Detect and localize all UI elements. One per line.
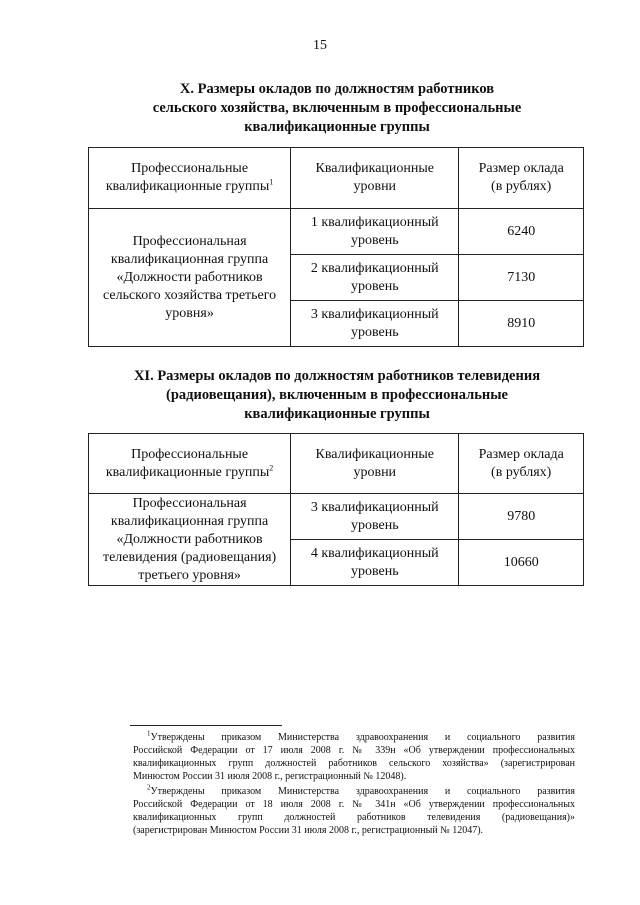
header-salary-line: (в рублях) — [491, 464, 552, 480]
footnote-divider — [130, 725, 282, 726]
group-line: сельского хозяйства третьего — [102, 287, 277, 303]
salary-cell: 7130 — [459, 255, 584, 301]
section-x-title-line: квалификационные группы — [244, 119, 430, 135]
level-line: 1 квалификационный — [310, 214, 439, 230]
level-line: 3 квалификационный — [310, 306, 439, 322]
group-cell — [89, 209, 291, 347]
footnote-mark: 1 — [147, 729, 151, 738]
header-salary-line: (в рублях) — [491, 179, 552, 194]
group-line: уровня» — [165, 305, 214, 321]
section-xi-title-line: (радиовещания), включенным в профессиональные — [166, 387, 508, 403]
header-salary — [459, 434, 584, 494]
header-group-line: Профессиональные — [131, 161, 249, 176]
salary-cell: 9780 — [459, 494, 584, 540]
header-salary — [459, 148, 584, 209]
header-group-line: квалификационные группы$^2$ — [105, 462, 274, 480]
level-line: уровень — [350, 517, 399, 533]
level-line: уровень — [350, 278, 399, 294]
level-cell — [291, 209, 459, 255]
header-salary-line: Размер оклада — [478, 161, 564, 176]
section-x-title — [90, 80, 584, 137]
header-salary-line: Размер оклада — [478, 446, 564, 462]
footnote-line: (зарегистрирован Минюстом России 31 июля 2008 г., регистрационный № 12047). — [133, 825, 484, 836]
footnote-line: $^1$Утверждены приказом Министерства здравоохранения и социального развития — [147, 729, 575, 743]
salary-cell: 10660 — [459, 540, 584, 586]
level-cell — [291, 494, 459, 540]
footnote-ref: 1 — [269, 177, 274, 187]
group-line: квалификационная группа — [110, 251, 269, 267]
section-xi-title-line: XI. Размеры окладов по должностям работников телевидения — [133, 368, 541, 384]
header-group — [89, 434, 291, 494]
group-line: Профессиональная — [132, 495, 247, 511]
level-cell — [291, 540, 459, 586]
section-x-table — [88, 147, 584, 347]
table-row — [89, 209, 584, 255]
salary-cell: 8910 — [459, 301, 584, 347]
salary-cell: 6240 — [459, 209, 584, 255]
header-level — [291, 434, 459, 494]
level-line: уровень — [350, 232, 399, 248]
header-level-line: Квалификационные — [315, 161, 435, 176]
footnotes — [133, 731, 575, 839]
section-xi-table — [88, 433, 584, 586]
level-line: 3 квалификационный — [310, 499, 439, 515]
footnote-line: Российской Федерации от 17 июля 2008 г. № 339н «Об утверждении профессиональных — [133, 745, 575, 756]
footnote-line: Минюстом России 31 июля 2008 г., регистрационный № 12048). — [133, 771, 407, 782]
header-group-line: квалификационные группы$^1$ — [105, 177, 274, 194]
level-line: уровень — [350, 324, 399, 340]
footnote-line: $^2$Утверждены приказом Министерства здравоохранения и социального развития — [147, 783, 575, 797]
table-row — [89, 494, 584, 540]
group-line: «Должности работников — [116, 531, 263, 547]
group-line: Профессиональная — [132, 233, 247, 249]
level-cell — [291, 301, 459, 347]
header-level-line: уровни — [353, 179, 397, 194]
section-xi-title-line: квалификационные группы — [244, 406, 430, 422]
group-line: квалификационная группа — [110, 513, 269, 529]
header-level-line: уровни — [353, 464, 397, 480]
level-line: 4 квалификационный — [310, 545, 439, 561]
footnote-ref: 2 — [269, 462, 274, 472]
group-line: третьего уровня» — [138, 567, 241, 583]
section-xi-title — [90, 367, 584, 424]
footnote-2 — [133, 785, 575, 837]
header-level — [291, 148, 459, 209]
group-line: «Должности работников — [116, 269, 263, 285]
section-x-title-line: сельского хозяйства, включенным в профессиональные — [152, 100, 522, 116]
header-group-line: Профессиональные — [131, 446, 249, 462]
footnote-line: Российской Федерации от 18 июля 2008 г. № 341н «Об утверждении профессиональных — [133, 799, 575, 810]
group-line: телевидения (радиовещания) — [102, 549, 277, 565]
level-cell — [291, 255, 459, 301]
footnote-1 — [133, 731, 575, 783]
footnote-mark: 2 — [147, 783, 151, 792]
table-header-row — [89, 434, 584, 494]
footnote-line: квалификационных групп должностей работников телевидения (радиовещания)» — [133, 812, 575, 823]
header-level-line: Квалификационные — [315, 446, 435, 462]
level-line: уровень — [350, 563, 399, 579]
page-number: 15 — [313, 38, 327, 53]
group-cell — [89, 494, 291, 586]
header-group — [89, 148, 291, 209]
footnote-line: квалификационных групп должностей работников сельского хозяйства» (зарегистрирован — [133, 758, 575, 769]
table-header-row — [89, 148, 584, 209]
section-x-title-line: X. Размеры окладов по должностям работников — [179, 81, 495, 97]
level-line: 2 квалификационный — [310, 260, 439, 276]
